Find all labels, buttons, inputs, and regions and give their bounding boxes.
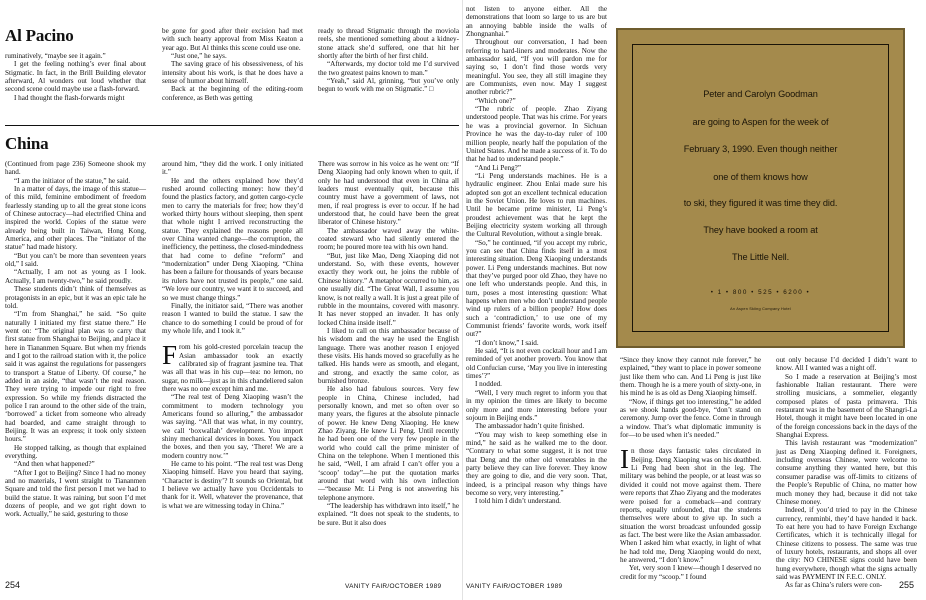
- paragraph: He said, “It is not even cocktail hour and I am reminded of yet another proverb. You know that old Confucian curse, ‘May you live in interesting times’?”: [466, 347, 607, 381]
- paragraph: “So,” he continued, “if you accept my rubric, you can see that China finds itself in a most interesting situation. Deng Xiaoping understands power. Li Peng understands machines. But now that they’ve purged poor old Zhao, they have no one left who understands people. And this, in turn, poses a most interesting question: What happens when men who don’t understand people wind up rulers of a billion people? How does such a ‘contradiction,’ to use one of my Communist friends’ favorite words, work itself out?”: [466, 238, 607, 339]
- advertisement-little-nell: [616, 28, 905, 348]
- ad-frame: [632, 44, 889, 332]
- paragraph: around him, “they did the work. I only initiated it.”: [162, 160, 303, 177]
- paragraph: This lavish restaurant was “modernization” just as Deng Xiaoping defined it. Foreigners, including overseas Chinese, were welcome to consume anything they wanted here, but this consumer paradise was off-limits to citizens of the People’s Republic of China, no matter how much money they had, because it did not take Chinese money.: [776, 439, 917, 506]
- paragraph: “Well, I very much regret to inform you that in my opinion the times are likely to become only more and more interesting before your sojourn in Beijing ends.”: [466, 388, 607, 422]
- folio-left: VANITY FAIR/OCTOBER 1989: [345, 583, 442, 590]
- body-column-4: [466, 5, 607, 577]
- paragraph: I told him I didn’t understand.: [475, 497, 561, 506]
- paragraph: “I am the initiator of the statue,” he said.: [14, 176, 131, 185]
- paragraph: ruminatively, “maybe see it again.”: [5, 52, 106, 60]
- paragraph: As far as China’s rulers were con-: [785, 581, 883, 590]
- paragraph: He also had fabulous sources. Very few people in China, Chinese included, had personally known, and met so often over so many years, the figures at the absolute pinnacle of power. He knew Deng Xiaoping. He knew Zhao Ziyang. He knew Li Peng. Until recently he had been one of the very few people in the world who could call the prime minister of China on the telephone. When I mentioned this he said, “Well, I am afraid I can’t offer you a ‘scoop’ today”—he put the quotation marks around that word with his own inflection—“because Mr. Li Peng is not answering his telephone anymore.: [318, 385, 459, 502]
- paragraph: I get the feeling nothing’s ever final about Stigmatic. In fact, in the Brill Building elevator afterward, Al wonders out loud whether that second scene could maybe use a flash-forward.: [5, 60, 146, 94]
- paragraph: “Actually, I am not as young as I look. Actually, I am twenty-two,” he said proudly.: [5, 268, 146, 285]
- paragraph: “And then what happened?”: [14, 460, 95, 469]
- paragraph: The saving grace of his obsessiveness, of his intensity about his work, is that he does have a sense of humor about himself.: [162, 60, 303, 86]
- paragraph: There was sorrow in his voice as he went on: “If Deng Xiaoping had only known when to quit, if only he had understood that even in China all leaders must eventually quit, because this country must have a government of laws, not men, if real progress is ever to occur. If he had understood that, he could have been the great liberator of Chinese history.”: [318, 160, 459, 227]
- paragraph: “And Li Peng?”: [475, 163, 522, 172]
- paragraph: be gone for good after their excision had met with such hearty approval from Miss Keaton a year ago. But Al thinks this scene could use one.: [162, 27, 303, 52]
- body-column-1: [5, 160, 146, 577]
- ad-line: The Little Nell.: [731, 252, 790, 262]
- paragraph: “You may wish to keep something else in mind,” he said as he walked me to the door. “Contrary to what some suggest, it is not true that Deng and the other old venerables in the party believe they can live forever. They know they are going to die, and die very soon. That, indeed, is a principal reason why things have become so very, very interesting.”: [466, 430, 607, 497]
- paragraph: The ambassador waved away the white-coated steward who had silently entered the room; he poured more tea with his own hand.: [318, 226, 459, 252]
- paragraph: “Now, if things get too interesting,” he added as we shook hands good-bye, “don’t stand on ceremony. Jump over the fence. Come in through a window. That’s what diplomatic immunity is for—to be used when it’s needed.”: [620, 397, 761, 440]
- paragraph: not listen to anyone either. All the demonstrations that loom so large to us are but an annoying babble inside the walls of Zhongnanhai.”: [466, 5, 607, 39]
- paragraph: He came to his point. “The real test was Deng Xiaoping himself. Have you heard that saying, ‘Character is destiny’? It sounds so Oriental, but I believe we actually have you Occidentals to thank for it. Well, whatever the provenance, that is what we are witnessing today in China.”: [162, 460, 303, 510]
- paragraph: These students didn’t think of themselves as protagonists in an epic, but it was an epic tale he told.: [5, 285, 146, 310]
- paragraph: He stopped talking, as though that explained everything.: [5, 443, 146, 461]
- paragraph: “But, just like Mao, Deng Xiaoping did not understand. So, with these events, however exactly they work out, he joins the rubble of Chinese history.” A metaphor occurred to him, as one usually did. “The Great Wall, I assume you know, is not really a wall. It is just a great pile of rubble in the mountains, covered with masonry. It has never stopped an invader. It has only locked China inside itself.”: [318, 251, 459, 327]
- ad-line: They have booked a room at: [703, 225, 818, 235]
- paragraph: “But you can’t be more than seventeen years old,” I said.: [5, 251, 146, 269]
- section-title-al-pacino: Al Pacino: [5, 26, 74, 45]
- paragraph: “I’m from Shanghai,” he said. “So quite naturally I initiated my first statue there.” He went on: “The original plan was to carry that first statue from Shanghai to Beijing, and place it here in Tiananmen Square. But when my friends and I got to the railroad station with it, the police said it was against the regulations for passengers to transport a Statue of Liberty. Of course,” he added in an aside, “that wasn’t the real reason. They were trying to impede our right to free expression. So while my friends distracted the police I ran around to the other side of the train, ‘borrowed’ a ticket from someone who already had boarded, and came straight through to Beijing. It was an express; it took only sixteen hours.”: [5, 310, 146, 444]
- section-rule: [5, 125, 459, 126]
- page-gutter: [462, 0, 463, 600]
- ad-line: Peter and Carolyn Goodman: [703, 89, 818, 99]
- paragraph: In a matter of days, the image of this statue—of this mild, feminine embodiment of freedom fearlessly standing up to all the great stone icons of Chinese autocracy—had electrified China and inspired the world. Copies of the statue were already being built in Taiwan, Hong Kong, America, and other places. The “initiator of the statue” had made history.: [5, 185, 146, 252]
- paragraph: “Li Peng understands machines. He is a hydraulic engineer. Zhou Enlai made sure his adopted son got an excellent technical education in the Soviet Union. He loves to run machines. Until he became prime minister, Li Peng’s proudest achievement was that he kept the Beijing electricity system working all through the Cultural Revolution, without a single break.: [466, 171, 607, 239]
- ad-line: one of them knows how: [713, 172, 808, 182]
- body-column-5: [620, 356, 761, 581]
- paragraph: Yet, very soon I knew—though I deserved no credit for my “scoop.” I found: [620, 564, 761, 581]
- paragraph: He and the others explained how they’d rushed around collecting money: how they’d found the plastics factory, and gotten cargo-cycle men to carry the materials for free; how they’d worked thirty hours without sleeping, then spent that whole night I arrived reconstructing the statue. They explained the reasons people all over China wanted change—the corruption, the inefficiency, the pettiness, the closed-mindedness that had come to define “reform” and “modernization” under Deng Xiaoping. “China has been a failure for thousands of years because its rulers have not trusted its people,” one said. “We love our country, we want it to succeed, and so we must change things.”: [162, 176, 303, 302]
- paragraph: I had thought the flash-forwards might: [14, 93, 125, 102]
- paragraph: “After I got to Beijing? Since I had no money and no materials, I went straight to Tiananmen Square and told the first person I met we had to build the statue. It was raining, but soon I’d met dozens of people, and we got right down to work. Actually,” he said, gesturing to those: [5, 468, 146, 519]
- paragraph: “The real test of Deng Xiaoping wasn’t the commitment to modern technology you Americans found so alluring,” the ambassador was saying. “All that was what, in my country, we call ‘boxwallah’ development. You import shiny mechanical devices in boxes. You unpack the boxes, and then you say, ‘There! We are a modern country now.’”: [162, 393, 303, 460]
- paragraph: “The leadership has withdrawn into itself,” he explained. “It does not speak to the students, to be sure. But it also does: [318, 502, 459, 527]
- paragraph: “Which one?”: [475, 96, 516, 105]
- paragraph: “I don’t know,” I said.: [475, 338, 539, 347]
- paragraph-dropcap: [620, 444, 761, 564]
- body-column-2: [162, 160, 303, 577]
- ad-sponsor-line: An Aspen Skiing Company Hotel: [730, 307, 791, 311]
- top-column-3: [318, 27, 459, 118]
- page-number-left: 254: [5, 580, 21, 590]
- paragraph: Back at the beginning of the editing-room conference, as Beth was getting: [162, 85, 303, 102]
- page-number-right: 255: [899, 580, 915, 590]
- paragraph: “Yeah,” said Al, grinning, “but you’ve only begun to work with me on Stigmatic.” □: [318, 77, 459, 94]
- top-column-2: [162, 27, 303, 118]
- drop-cap: F: [162, 340, 178, 371]
- ad-phone-number: • 1 • 800 • 525 • 6200 •: [710, 289, 811, 296]
- top-column-1: [5, 52, 146, 118]
- folio-right: VANITY FAIR/OCTOBER 1989: [466, 583, 563, 590]
- paragraph: “Since they know they cannot rule forever,” he explained, “they want to place in power someone just like them who can. And Li Peng is just like them. Though he is a mere youth of sixty-one, in his mind he is as old as Deng Xiaoping himself.: [620, 356, 761, 398]
- paragraph: Throughout our conversation, I had been referring to hard-liners and moderates. Now the ambassador said, “If you will pardon me for saying so, I don’t find those words very meaningful. You see, they all still imagine they are Communists, even now. May I suggest another rubric?”: [466, 38, 607, 97]
- paragraph-dropcap: [162, 340, 303, 393]
- paragraph: “Afterwards, my doctor told me I’d survived the two greatest pains known to man.”: [318, 60, 459, 77]
- paragraph: Indeed, if you’d tried to pay in the Chinese currency, renminbi, they’d have handed it back. To eat here you had to have Foreign Exchange Certificates, which it is technically illegal for Chinese citizens to possess. The same was true of luxury hotels, restaurants, and shops all over the city: NO CHINESE signs could have been hung everywhere, though what the signs actually said was PAYMENT IN F.E.C. ONLY.: [776, 506, 917, 581]
- drop-cap: I: [620, 444, 629, 475]
- body-column-3: [318, 160, 459, 577]
- ad-line: to ski, they figured it was time they did.: [683, 198, 838, 208]
- paragraph: “The rubric of people. Zhao Ziyang understood people. That was his crime. For years he was a provincial governor. In Sichuan Province he was the day-to-day ruler of 100 million people, nearly half the population of the United States. And he made a success of it. To do that he had to understand people.”: [466, 105, 607, 164]
- paragraph: out only because I’d decided I didn’t want to know. All I wanted was a night off.: [776, 356, 917, 373]
- paragraph: So I made a reservation at Beijing’s most fashionable Italian restaurant. There were strolling musicians, a sommelier, elegantly composed plates of pasta primavera. This restaurant was in the basement of the Shangri-La Hotel, though it might have been located in one of the foreign concessions back in the days of the Shanghai Express.: [776, 372, 917, 440]
- section-title-china: China: [5, 134, 49, 153]
- paragraph: Finally, the initiator said, “There was another reason I wanted to build the statue. I saw the chance to do something I could be proud of for my whole life, and I took it.”: [162, 301, 303, 335]
- paragraph-text: rom his gold-crested porcelain teacup the Asian ambassador took an exactly calibrated sip of fragrant jasmine tea. That was all that was in his cup—tea: no lemon, no sugar, no milk—just as in this chandeliered salon there was no one except him and me.: [162, 343, 303, 393]
- paragraph-text: n those days fantastic tales circulated in Beijing. Deng Xiaoping was on his deathbed. Li Peng had been shot in the leg. The military was behind the people, or at least was so divided it could not move against them. There were reports that Zhao Ziyang and the moderates were poised for a comeback—and contrary reports, equally unfounded, that the students themselves were about to give up. In such a situation the worst broadcast unfounded gossip as fact. The best were like the Asian ambassador. When I asked him what exactly, in light of what he had told me, Deng Xiaoping would do next, he answered, “I don’t know.”: [620, 447, 761, 564]
- paragraph: I liked to call on this ambassador because of his wisdom and the way he used the English language. There was another reason I enjoyed these visits. His hands moved so gracefully as he talked. His hands were as smooth, and elegant, and strong, and exactly the same color, as burnished bronze.: [318, 326, 459, 385]
- paragraph: “Just one,” he says.: [171, 52, 227, 61]
- ad-line: February 3, 1990. Even though neither: [683, 144, 838, 154]
- paragraph: The ambassador hadn’t quite finished.: [475, 422, 585, 431]
- ad-line: are going to Aspen for the week of: [692, 117, 829, 127]
- paragraph: ready to thread Stigmatic through the moviola reels, she mentioned something about a kidney-stone attack she’d suffered, one that hit her shortly after the birth of her first child.: [318, 27, 459, 61]
- paragraph: (Continued from page 236) Someone shook my hand.: [5, 160, 146, 177]
- paragraph: I nodded.: [475, 380, 502, 389]
